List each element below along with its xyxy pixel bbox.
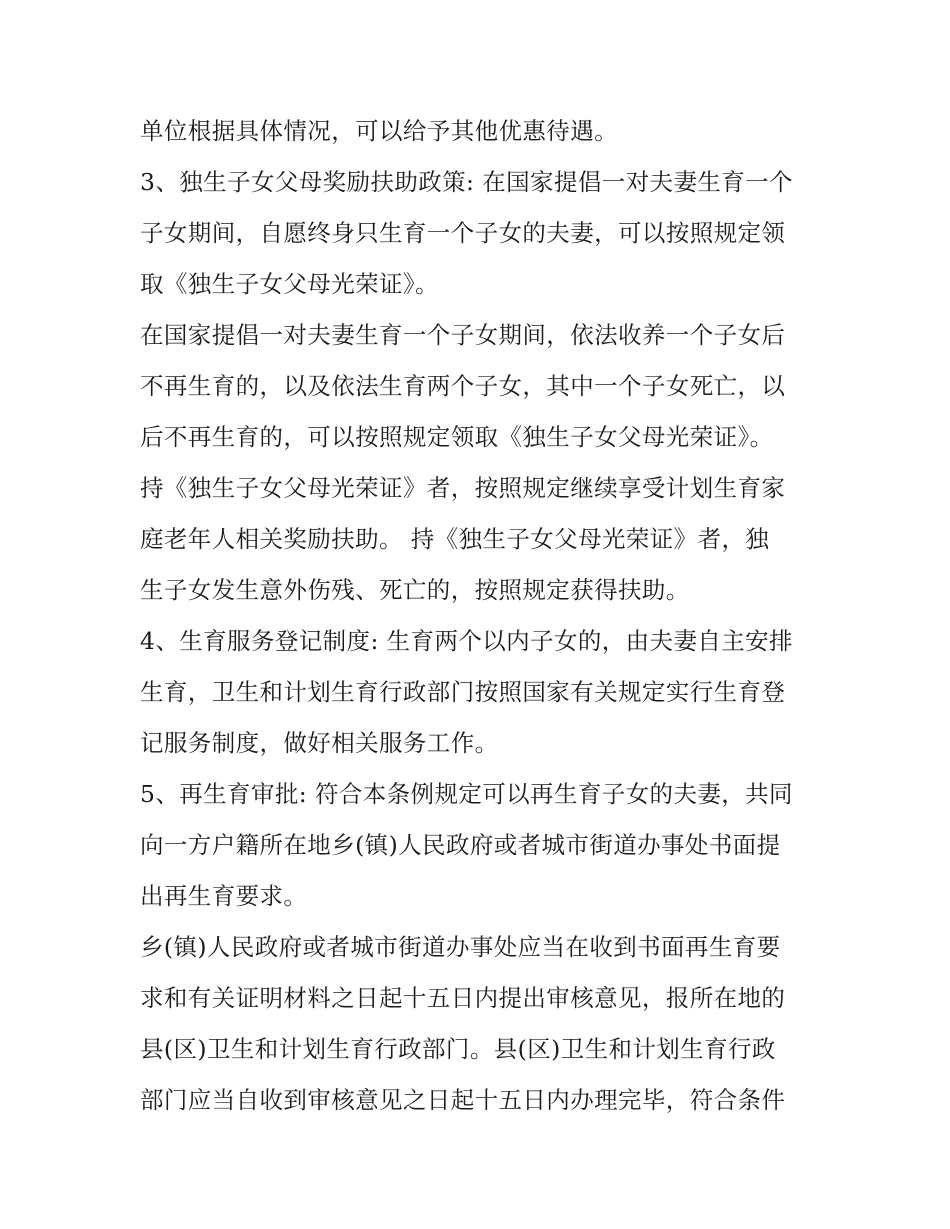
- text-line: 乡(镇)人民政府或者城市街道办事处应当在收到书面再生育要: [140, 933, 781, 961]
- text-line: 持《独生子女父母光荣证》者，按照规定继续享受计划生育家: [140, 474, 786, 502]
- text-line: 求和有关证明材料之日起十五日内提出审核意见，报所在地的: [140, 984, 786, 1012]
- text-line: 3、独生子女父母奖励扶助政策: 在国家提倡一对夫妻生育一个: [140, 168, 793, 196]
- text-line: 后不再生育的，可以按照规定领取《独生子女父母光荣证》。: [140, 423, 774, 451]
- paragraph-review-procedure: [140, 922, 812, 1126]
- paragraph-only-child-reward-policy: [140, 157, 812, 310]
- text-line: 在国家提倡一对夫妻生育一个子女期间，依法收养一个子女后: [140, 321, 786, 349]
- text-line: 不再生育的，以及依法生育两个子女，其中一个子女死亡，以: [140, 372, 786, 400]
- paragraph-honor-certificate-eligibility: [140, 310, 812, 616]
- text-line: 5、再生育审批: 符合本条例规定可以再生育子女的夫妻，共同: [140, 780, 793, 808]
- text-line: 县(区)卫生和计划生育行政部门。县(区)卫生和计划生育行政: [140, 1035, 776, 1063]
- text-line: 单位根据具体情况，可以给予其他优惠待遇。: [140, 117, 618, 145]
- text-line: 向一方户籍所在地乡(镇)人民政府或者城市街道办事处书面提: [140, 831, 781, 859]
- paragraph-rebirth-approval: [140, 769, 812, 922]
- paragraph-birth-service-registration: [140, 616, 812, 769]
- text-line: 4、生育服务登记制度: 生育两个以内子女的，由夫妻自主安排: [140, 627, 793, 655]
- text-line: 部门应当自收到审核意见之日起十五日内办理完毕，符合条件: [140, 1086, 786, 1114]
- text-line: 取《独生子女父母光荣证》。: [140, 270, 439, 298]
- text-line: 生育，卫生和计划生育行政部门按照国家有关规定实行生育登: [140, 678, 786, 706]
- text-line: 生子女发生意外伤残、死亡的，按照规定获得扶助。: [140, 576, 690, 604]
- document-body: [140, 106, 812, 1126]
- text-line: 记服务制度，做好相关服务工作。: [140, 729, 499, 757]
- text-line: 庭老年人相关奖励扶助。 持《独生子女父母光荣证》者，独: [140, 525, 770, 553]
- text-line: 出再生育要求。: [140, 882, 308, 910]
- paragraph-preferential-treatment: [140, 106, 812, 157]
- text-line: 子女期间，自愿终身只生育一个子女的夫妻，可以按照规定领: [140, 219, 786, 247]
